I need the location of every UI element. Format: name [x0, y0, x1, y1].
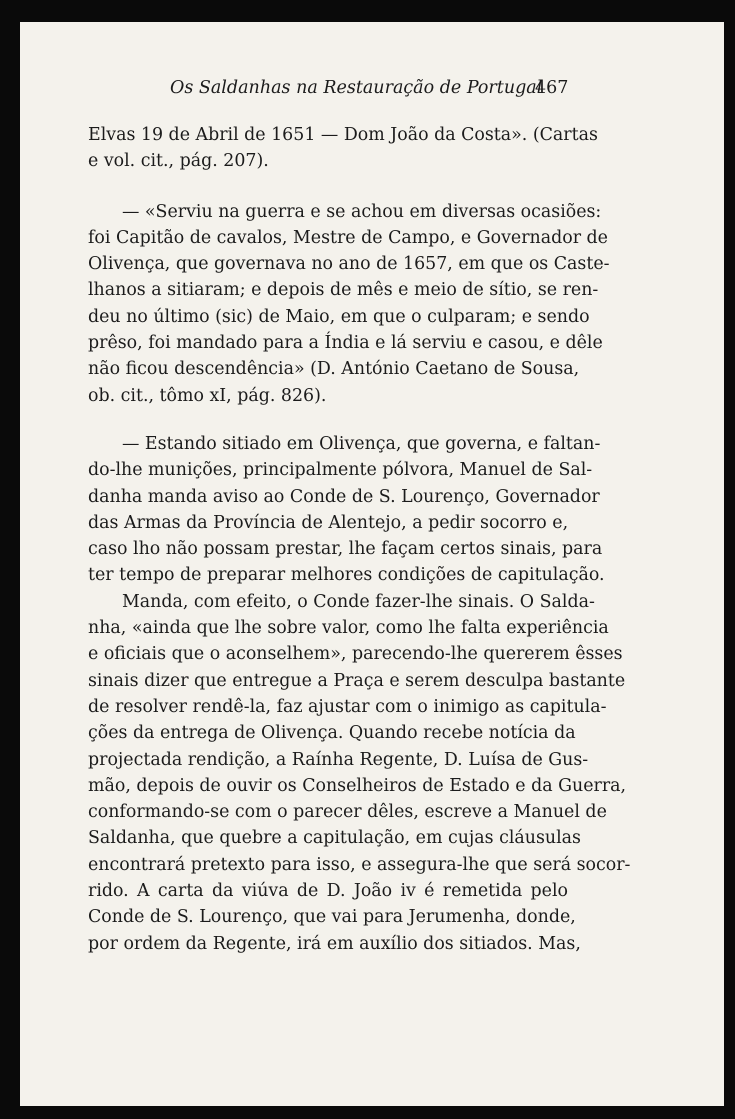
text-line: do-lhe munições, principalmente pólvora, Manuel de Sal- — [88, 460, 593, 481]
text-line: caso lho não possam prestar, lhe façam certos sinais, para — [88, 539, 603, 560]
text-line: mão, depois de ouvir os Conselheiros de Estado e da Guerra, — [88, 775, 627, 796]
text-line: ções da entrega de Olivença. Quando recebe notícia da — [88, 723, 576, 744]
paragraph-continuation — [88, 122, 598, 175]
text-line: deu no último (sic) de Maio, em que o culparam; e sendo — [88, 306, 590, 327]
text-line: e oficiais que o aconselhem», parecendo-lhe quererem êsses — [88, 644, 623, 665]
text-line: lhanos a sitiaram; e depois de mês e meio de sítio, se ren- — [88, 280, 599, 301]
text-line: ob. cit., tômo xI, pág. 826). — [88, 385, 327, 406]
text-line: por ordem da Regente, irá em auxílio dos sitiados. Mas, — [88, 933, 581, 954]
text-line: de resolver rendê-la, faz ajustar com o inimigo as capitula- — [88, 696, 607, 717]
page-number: 467 — [535, 78, 569, 98]
text-line: — «Serviu na guerra e se achou em diversas ocasiões: — [122, 201, 602, 222]
paragraph-estando-sitiado — [88, 431, 605, 589]
text-line: rido. A carta da viúva de D. João iv é remetida pelo — [88, 881, 568, 902]
text-line: não ficou descendência» (D. António Caetano de Sousa, — [88, 359, 580, 380]
text-line: Conde de S. Lourenço, que vai para Jerumenha, donde, — [88, 907, 576, 928]
paragraph-manda — [88, 589, 631, 957]
text-line: e vol. cit., pág. 207). — [88, 151, 269, 172]
text-line: ter tempo de preparar melhores condições de capitulação. — [88, 565, 605, 586]
text-line: prêso, foi mandado para a Índia e lá serviu e casou, e dêle — [88, 333, 603, 354]
text-line: Olivença, que governava no ano de 1657, em que os Caste- — [88, 254, 610, 275]
text-line: Elvas 19 de Abril de 1651 — Dom João da Costa». (Cartas — [88, 125, 598, 145]
text-line: projectada rendição, a Raínha Regente, D. Luísa de Gus- — [88, 749, 589, 770]
book-page — [20, 22, 724, 1106]
text-line: nha, «ainda que lhe sobre valor, como lhe falta experiência — [88, 618, 609, 639]
page-header — [20, 74, 724, 104]
text-line: foi Capitão de cavalos, Mestre de Campo, e Governador de — [88, 227, 608, 248]
text-line: — Estando sitiado em Olivença, que governa, e faltan- — [122, 433, 601, 454]
body-text — [88, 122, 631, 957]
text-line: danha manda aviso ao Conde de S. Lourenço, Governador — [88, 486, 600, 507]
paragraph-serviu — [88, 199, 610, 409]
text-line: das Armas da Província de Alentejo, a pedir socorro e, — [88, 512, 569, 533]
text-line: Saldanha, que quebre a capitulação, em cujas cláusulas — [88, 828, 581, 849]
text-line: conformando-se com o parecer dêles, escreve a Manuel de — [88, 802, 607, 823]
text-line: Manda, com efeito, o Conde fazer-lhe sinais. O Salda- — [122, 591, 595, 612]
text-line: encontrará pretexto para isso, e assegura-lhe que será socor- — [88, 854, 631, 875]
text-line: sinais dizer que entregue a Praça e serem desculpa bastante — [88, 670, 626, 691]
running-title: Os Saldanhas na Restauração de Portugal — [170, 78, 543, 98]
